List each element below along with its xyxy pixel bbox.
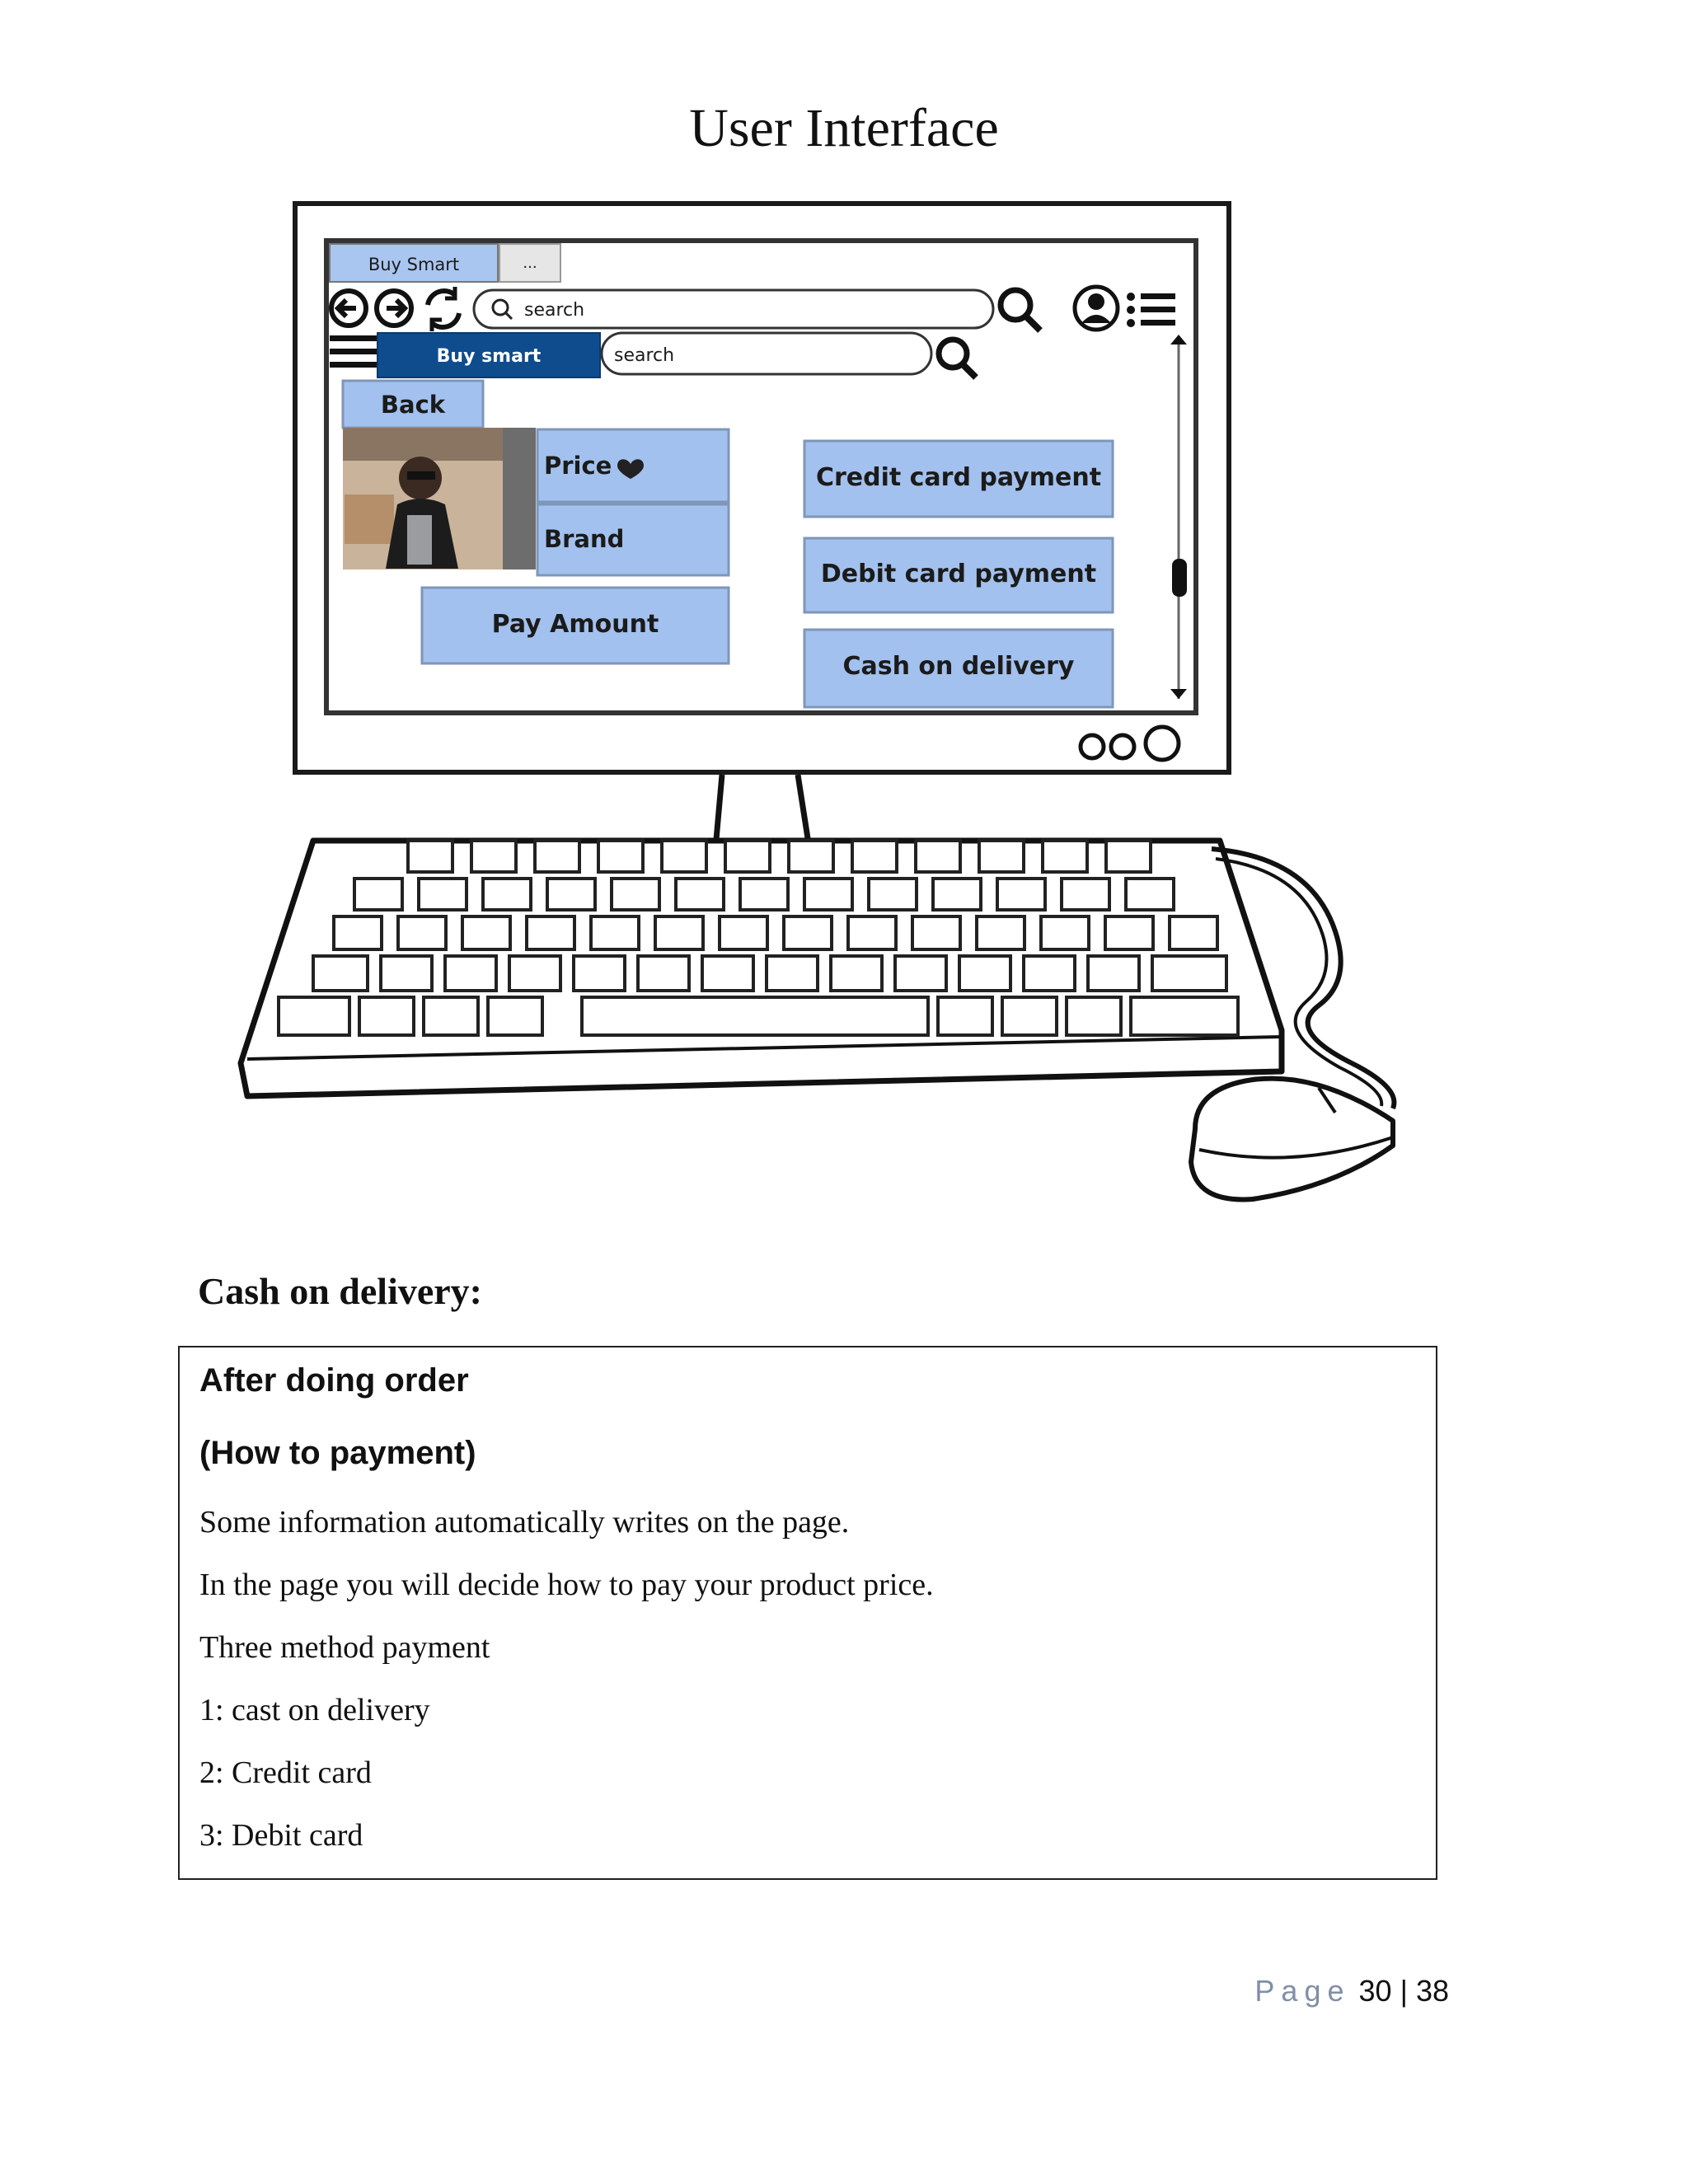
info-heading-payment: (How to payment): [199, 1435, 476, 1471]
info-line: Some information automatically writes on the page.: [199, 1505, 850, 1540]
cash-on-delivery-button[interactable]: [804, 630, 1113, 707]
debit-card-payment-button[interactable]: [804, 538, 1113, 612]
forward-arrow-icon[interactable]: [377, 291, 411, 326]
footer-total-pages: 38: [1415, 1974, 1449, 2008]
info-line: In the page you will decide how to pay your product price.: [199, 1568, 934, 1602]
page-footer: [1254, 1974, 1449, 2008]
scroll-thumb[interactable]: [1172, 559, 1187, 597]
svg-text:search: search: [614, 345, 675, 366]
footer-page-label: Page: [1254, 1974, 1351, 2008]
svg-text:Debit card payment: Debit card payment: [820, 560, 1097, 588]
product-photo: [343, 428, 536, 569]
back-button[interactable]: [343, 381, 483, 428]
site-search-input[interactable]: [602, 333, 931, 374]
credit-card-payment-button[interactable]: [804, 441, 1113, 517]
svg-text:Back: Back: [380, 391, 446, 419]
info-line: 3: Debit card: [199, 1818, 363, 1853]
svg-text:Brand: Brand: [544, 525, 625, 553]
svg-text:Credit card payment: Credit card payment: [815, 463, 1102, 492]
section-heading: Cash on delivery:: [198, 1270, 482, 1312]
svg-text:...: ...: [523, 255, 537, 272]
browser-search-input[interactable]: [474, 290, 993, 328]
tab-more[interactable]: [499, 244, 560, 282]
info-line: 1: cast on delivery: [199, 1693, 430, 1727]
svg-text:Buy smart: Buy smart: [436, 346, 542, 367]
info-heading-order: After doing order: [199, 1362, 469, 1399]
tab-buy-smart[interactable]: [330, 244, 498, 282]
hamburger-icon[interactable]: [330, 335, 379, 368]
info-box: [178, 1346, 1437, 1880]
price-button[interactable]: [537, 429, 729, 502]
info-line: 2: Credit card: [199, 1755, 372, 1790]
footer-separator: |: [1400, 1974, 1408, 2008]
user-icon[interactable]: [1075, 287, 1118, 330]
info-line: Three method payment: [199, 1630, 490, 1665]
page-title: User Interface: [689, 98, 999, 158]
pay-amount-button[interactable]: [422, 588, 729, 663]
list-menu-icon[interactable]: [1127, 293, 1175, 327]
svg-text:search: search: [524, 300, 585, 321]
brand-button[interactable]: [537, 504, 729, 575]
keyboard: [241, 841, 1282, 1096]
back-arrow-icon[interactable]: [331, 291, 366, 326]
buy-smart-button[interactable]: [377, 333, 600, 377]
svg-text:Buy Smart: Buy Smart: [368, 255, 460, 274]
svg-text:Pay Amount: Pay Amount: [491, 610, 659, 639]
footer-page-number: 30: [1358, 1974, 1392, 2008]
svg-text:Price: Price: [544, 452, 612, 480]
svg-text:Cash on delivery: Cash on delivery: [842, 652, 1075, 681]
